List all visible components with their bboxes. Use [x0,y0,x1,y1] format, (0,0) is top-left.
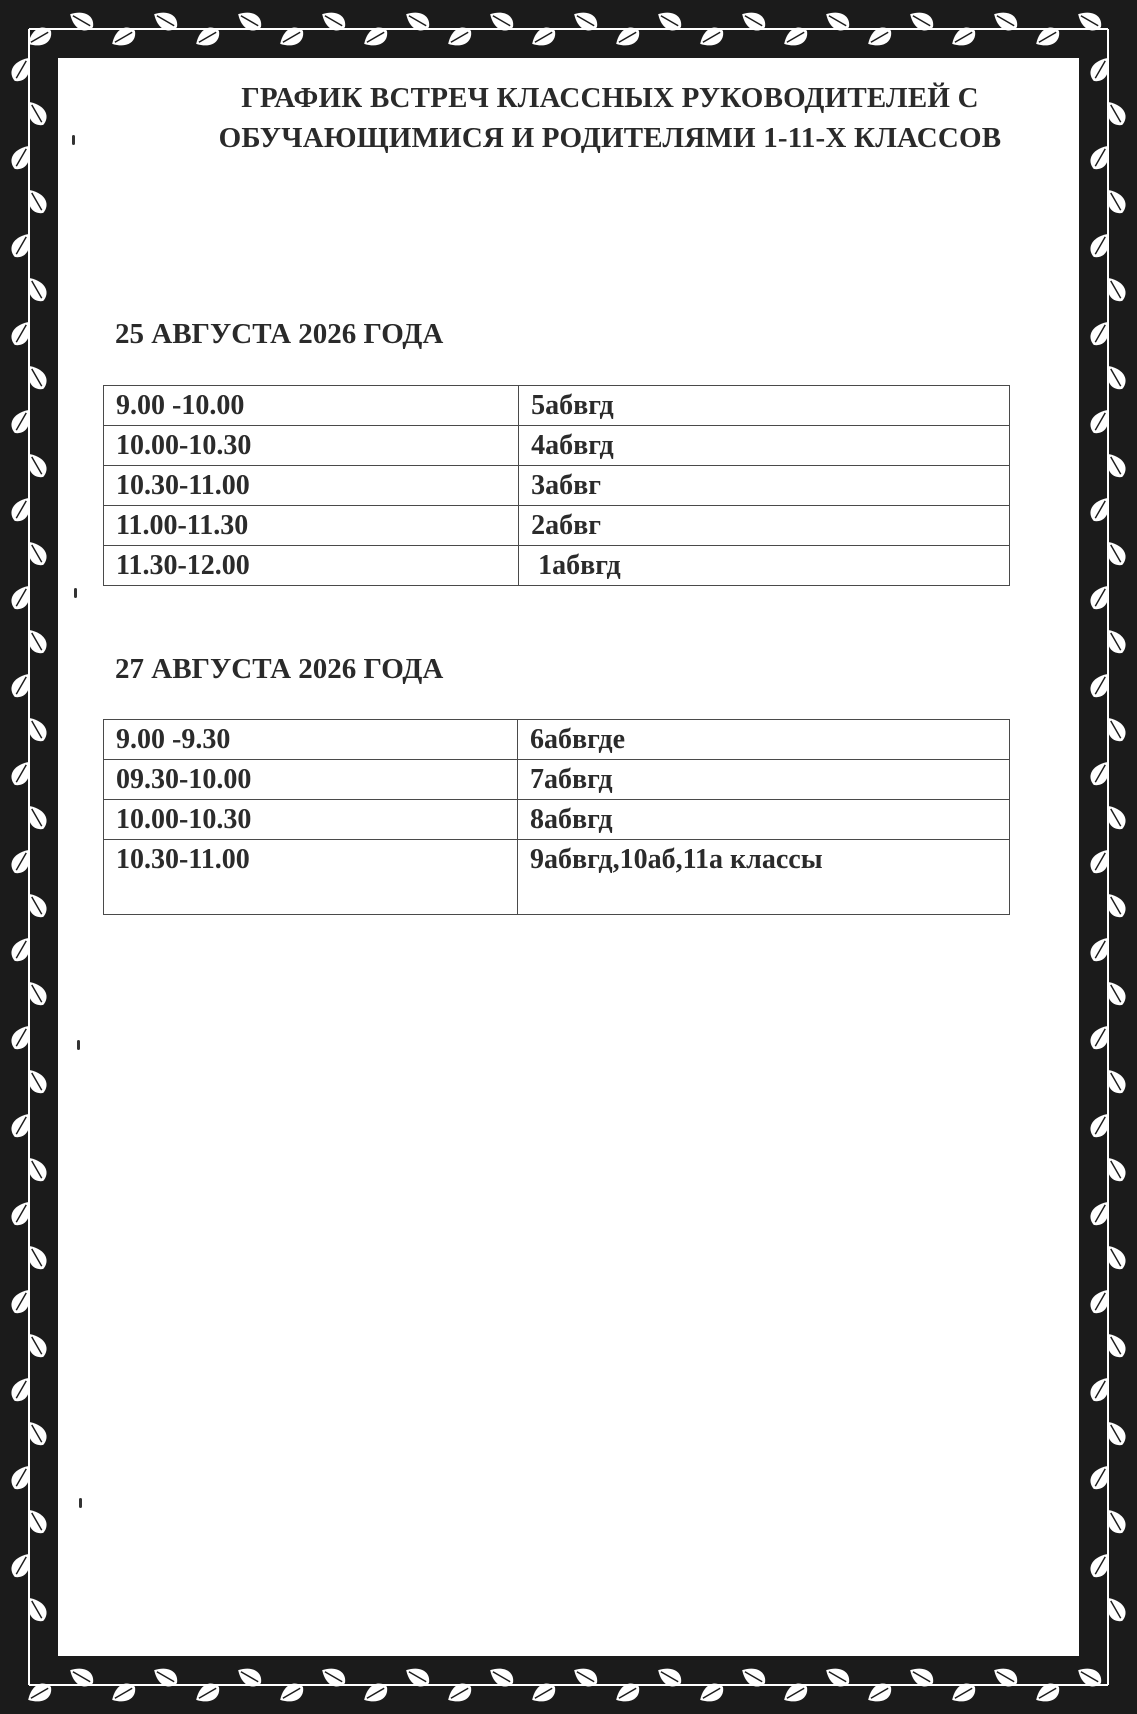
scan-mark [77,1040,80,1050]
time-cell: 11.00-11.30 [104,506,519,546]
scan-mark [72,135,75,145]
schedule-table-25-august [103,385,1010,586]
table-row [104,386,1010,426]
time-cell: 10.00-10.30 [104,426,519,466]
time-cell: 10.30-11.00 [104,466,519,506]
time-cell: 11.30-12.00 [104,546,519,586]
scan-mark [74,588,77,598]
table-row [104,466,1010,506]
table-row [104,506,1010,546]
page-title [140,78,1080,158]
table-row [104,760,1010,800]
table-row [104,546,1010,586]
classes-cell: 7абвгд [517,760,1009,800]
title-line-2: ОБУЧАЮЩИМИСЯ И РОДИТЕЛЯМИ 1-11-Х КЛАССОВ [218,122,1002,154]
classes-cell: 3абвг [519,466,1010,506]
time-cell: 10.30-11.00 [104,840,518,915]
date-heading-27-august: 27 АВГУСТА 2026 ГОДА [115,653,444,685]
scan-mark [79,1498,82,1508]
date-heading-25-august: 25 АВГУСТА 2026 ГОДА [115,318,444,350]
classes-cell: 1абвгд [519,546,1010,586]
time-cell: 9.00 -9.30 [104,720,518,760]
table-row [104,840,1010,915]
table-row [104,720,1010,760]
table-row [104,800,1010,840]
schedule-table-27-august [103,719,1010,915]
time-cell: 9.00 -10.00 [104,386,519,426]
classes-cell: 8абвгд [517,800,1009,840]
classes-cell: 2абвг [519,506,1010,546]
classes-cell: 9абвгд,10аб,11а классы [517,840,1009,915]
table-row [104,426,1010,466]
classes-cell: 6абвгде [517,720,1009,760]
classes-cell: 5абвгд [519,386,1010,426]
title-line-1: ГРАФИК ВСТРЕЧ КЛАССНЫХ РУКОВОДИТЕЛЕЙ С [241,82,979,114]
time-cell: 09.30-10.00 [104,760,518,800]
time-cell: 10.00-10.30 [104,800,518,840]
classes-cell: 4абвгд [519,426,1010,466]
